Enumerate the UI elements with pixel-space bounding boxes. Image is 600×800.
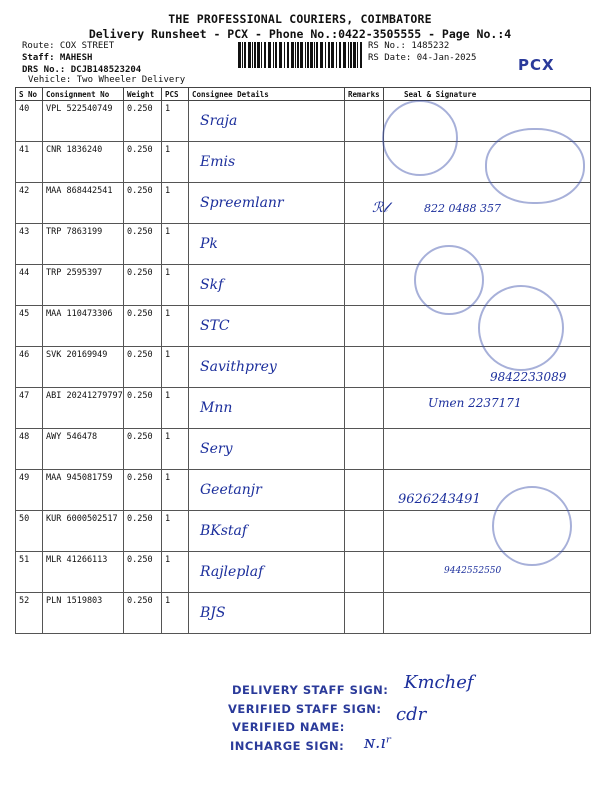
seal-stamp [492, 486, 572, 566]
incharge-signature: ɴ.ıʳ [364, 733, 392, 753]
cell-sno: 42 [16, 183, 43, 224]
cell-consignee [189, 388, 345, 429]
cell-consignment: CNR 1836240 [43, 142, 124, 183]
cell-consignment: SVK 20169949 [43, 347, 124, 388]
handwritten-phone: 822 0488 357 [424, 202, 501, 215]
barcode [238, 42, 362, 68]
delivery-staff-sign-label: DELIVERY STAFF SIGN: [232, 683, 389, 697]
table-header-row [16, 88, 591, 101]
drs-number: DRS No.: DCJB148523204 [22, 65, 142, 75]
cell-remarks [345, 224, 384, 265]
table-row [16, 429, 591, 470]
consignee-signature: Sery [200, 441, 233, 457]
cell-remarks [345, 347, 384, 388]
col-header-remarks: Remarks [345, 88, 384, 101]
cell-remarks [345, 142, 384, 183]
cell-pcs: 1 [162, 511, 189, 552]
cell-consignment: AWY 546478 [43, 429, 124, 470]
cell-pcs: 1 [162, 347, 189, 388]
handwritten-phone: 9842233089 [490, 370, 567, 384]
cell-consignee [189, 265, 345, 306]
cell-pcs: 1 [162, 306, 189, 347]
cell-sno: 49 [16, 470, 43, 511]
table-row [16, 552, 591, 593]
seal-stamp [414, 245, 484, 315]
cell-consignee [189, 347, 345, 388]
cell-consignee [189, 224, 345, 265]
cell-consignee [189, 142, 345, 183]
cell-consignment: VPL 522540749 [43, 101, 124, 142]
consignee-signature: Geetanjr [200, 482, 262, 498]
cell-sno: 43 [16, 224, 43, 265]
cell-consignee [189, 183, 345, 224]
rs-date: RS Date: 04-Jan-2025 [368, 53, 477, 63]
cell-remarks [345, 306, 384, 347]
cell-weight: 0.250 [124, 101, 162, 142]
cell-pcs: 1 [162, 183, 189, 224]
cell-remarks [345, 470, 384, 511]
page-title: THE PROFESSIONAL COURIERS, COIMBATORE [168, 12, 432, 26]
cell-consignee [189, 593, 345, 634]
cell-weight: 0.250 [124, 183, 162, 224]
cell-remarks [345, 511, 384, 552]
cell-consignee [189, 306, 345, 347]
cell-remarks [345, 101, 384, 142]
cell-weight: 0.250 [124, 347, 162, 388]
cell-weight: 0.250 [124, 552, 162, 593]
cell-pcs: 1 [162, 265, 189, 306]
cell-sno: 50 [16, 511, 43, 552]
cell-remarks [345, 552, 384, 593]
cell-pcs: 1 [162, 552, 189, 593]
cell-sno: 41 [16, 142, 43, 183]
consignee-signature: BJS [200, 605, 226, 621]
consignee-signature: Rajleplaf [200, 564, 264, 580]
rs-info [368, 40, 476, 64]
cell-weight: 0.250 [124, 429, 162, 470]
consignee-signature: Skf [200, 277, 224, 293]
cell-weight: 0.250 [124, 265, 162, 306]
delivery-staff-signature: Kmchef [404, 672, 474, 693]
cell-consignee [189, 470, 345, 511]
cell-pcs: 1 [162, 470, 189, 511]
route-info [22, 40, 114, 64]
consignee-signature: Pk [200, 236, 218, 252]
table-row [16, 224, 591, 265]
route-label: Route: COX STREET [22, 41, 115, 51]
consignee-signature: STC [200, 318, 230, 334]
cell-pcs: 1 [162, 142, 189, 183]
verified-signature: cdr [396, 704, 427, 725]
seal-stamp [478, 285, 564, 371]
consignee-signature: Emis [200, 154, 236, 170]
cell-consignment: MAA 110473306 [43, 306, 124, 347]
seal-stamp [485, 128, 585, 204]
cell-remarks [345, 429, 384, 470]
cell-weight: 0.250 [124, 511, 162, 552]
col-header-seal-signature: Seal & Signature [384, 88, 591, 101]
cell-consignment: TRP 7863199 [43, 224, 124, 265]
cell-pcs: 1 [162, 101, 189, 142]
cell-pcs: 1 [162, 224, 189, 265]
cell-consignment: MLR 41266113 [43, 552, 124, 593]
cell-remarks [345, 593, 384, 634]
cell-consignee [189, 429, 345, 470]
cell-consignment: MAA 868442541 [43, 183, 124, 224]
col-header-sno: S No [16, 88, 43, 101]
cell-pcs: 1 [162, 593, 189, 634]
table-row [16, 593, 591, 634]
cell-consignment: TRP 2595397 [43, 265, 124, 306]
cell-consignment: MAA 945081759 [43, 470, 124, 511]
cell-sno: 45 [16, 306, 43, 347]
rs-number: RS No.: 1485232 [368, 41, 450, 51]
cell-sno: 52 [16, 593, 43, 634]
runsheet-subtitle: Delivery Runsheet - PCX - Phone No.:0422-3505555 - Page No.:4 [88, 27, 512, 41]
cell-weight: 0.250 [124, 306, 162, 347]
cell-weight: 0.250 [124, 470, 162, 511]
cell-pcs: 1 [162, 388, 189, 429]
incharge-sign-label: INCHARGE SIGN: [230, 739, 345, 753]
verified-name-label: VERIFIED NAME: [232, 720, 345, 734]
cell-consignee [189, 552, 345, 593]
cell-weight: 0.250 [124, 388, 162, 429]
cell-seal-signature [384, 429, 591, 470]
consignee-signature: BKstaf [200, 523, 248, 539]
consignee-signature: Mnn [200, 400, 233, 416]
cell-sno: 48 [16, 429, 43, 470]
col-header-consignment: Consignment No [43, 88, 124, 101]
cell-sno: 47 [16, 388, 43, 429]
col-header-pcs: PCS [162, 88, 189, 101]
seal-stamp [382, 100, 458, 176]
cell-weight: 0.250 [124, 142, 162, 183]
handwritten-name-phone: Umen 2237171 [428, 396, 522, 410]
cell-sno: 44 [16, 265, 43, 306]
cell-remarks [345, 388, 384, 429]
staff-label: Staff: MAHESH [22, 53, 93, 63]
consignee-signature: Sraja [200, 113, 238, 129]
cell-consignment: KUR 6000502517 [43, 511, 124, 552]
cell-sno: 51 [16, 552, 43, 593]
col-header-weight: Weight [124, 88, 162, 101]
handwritten-phone: 9626243491 [398, 492, 481, 507]
cell-consignee [189, 511, 345, 552]
cell-remarks [345, 265, 384, 306]
handwritten-phone: 9442552550 [444, 566, 502, 576]
consignee-signature: Savithprey [200, 359, 277, 375]
cell-seal-signature [384, 224, 591, 265]
verified-staff-sign-label: VERIFIED STAFF SIGN: [228, 702, 382, 716]
cell-consignment: ABI 20241279797 [43, 388, 124, 429]
cell-consignment: PLN 1519803 [43, 593, 124, 634]
cell-sno: 46 [16, 347, 43, 388]
cell-sno: 40 [16, 101, 43, 142]
cell-pcs: 1 [162, 429, 189, 470]
cell-consignee [189, 101, 345, 142]
consignee-signature: Spreemlanr [200, 195, 284, 211]
signature-scribble: ℛ𝓁 [372, 200, 388, 216]
cell-weight: 0.250 [124, 224, 162, 265]
col-header-consignee: Consignee Details [189, 88, 345, 101]
pcx-logo: PCX [518, 56, 555, 74]
cell-seal-signature [384, 593, 591, 634]
cell-weight: 0.250 [124, 593, 162, 634]
vehicle-label: Vehicle: Two Wheeler Delivery [28, 75, 186, 85]
